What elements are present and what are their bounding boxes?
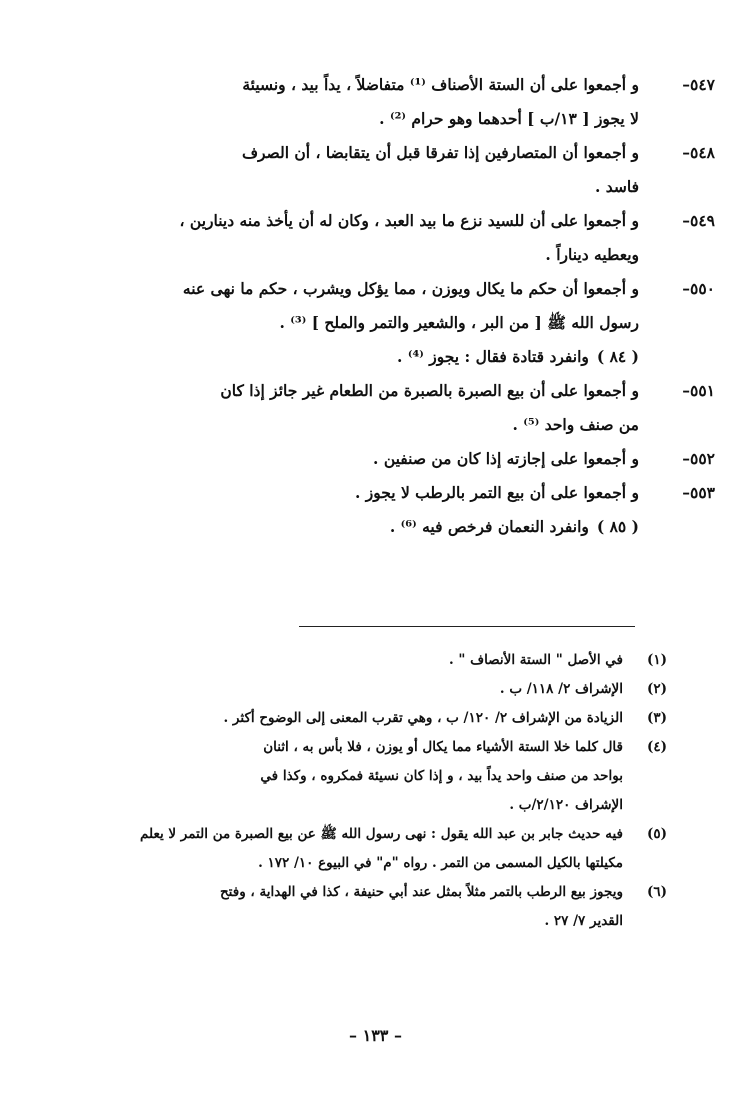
entry-line: و أجمعوا على أن بيع الصبرة بالصبرة من الطعام غير جائز إذا كان (220, 381, 639, 400)
footnote-line: القدير ٧/ ٢٧ . (544, 913, 623, 929)
infirad-text: وانفرد النعمان فرخص فيه ⁽⁶⁾ . (389, 517, 589, 536)
footnote-text (45, 878, 623, 936)
page-number: – ١٣٣ – (349, 1026, 402, 1045)
entry-number: ٥٥٠– (682, 279, 715, 298)
entry-line: و أجمعوا على إجازته إذا كان من صنفين . (373, 449, 639, 468)
entry-number: ٥٤٩– (682, 211, 715, 230)
entry-line: و أجمعوا على أن الستة الأصناف ⁽¹⁾ متفاضلاً ، يداً بيد ، ونسيئة (242, 75, 639, 94)
entry-552 (45, 442, 715, 476)
entry-text (45, 442, 639, 476)
entry-number: ٥٥٣– (682, 483, 715, 502)
footnote-line: الإشراف ٢/ ١١٨/ ب . (499, 681, 623, 697)
entry-line: رسول الله ﷺ [ من البر ، والشعير والتمر والملح ] ⁽³⁾ . (279, 313, 639, 332)
entry-text (45, 68, 639, 136)
entry-text (45, 476, 639, 510)
entry-553 (45, 476, 715, 510)
footnote-line: فيه حديث جابر بن عبد الله يقول : نهى رسول الله ﷺ عن بيع الصبرة من التمر لا يعلم (139, 826, 623, 842)
entry-line: و أجمعوا على أن بيع التمر بالرطب لا يجوز . (354, 483, 639, 502)
footnote-text (45, 704, 623, 733)
entry-line: من صنف واحد ⁽⁵⁾ . (512, 415, 639, 434)
footnote-text (45, 646, 623, 675)
footnote-number: (٢) (646, 681, 667, 697)
entry-number: ٥٥١– (682, 381, 715, 400)
infirad-84 (45, 340, 639, 374)
footnote-number: (٣) (646, 710, 667, 726)
footnotes (45, 646, 667, 936)
footnote-text (45, 820, 623, 878)
entry-line: ويعطيه ديناراً . (545, 245, 639, 264)
footnote-line: الزيادة من الإشراف ٢/ ١٢٠/ ب ، وهي تقرب المعنى إلى الوضوح أكثر . (223, 710, 623, 726)
footnote-3 (45, 704, 667, 733)
footnote-divider (299, 626, 635, 627)
infirad-85 (45, 510, 639, 544)
entry-text (45, 204, 639, 272)
footnote-text (45, 675, 623, 704)
entry-549 (45, 204, 715, 272)
footnote-line: في الأصل " الستة الأنصاف " . (448, 652, 623, 668)
entry-547 (45, 68, 715, 136)
entry-number: ٥٥٢– (682, 449, 715, 468)
footnote-number: (٤) (646, 739, 667, 755)
footnote-line: مكيلتها بالكيل المسمى من التمر . رواه "م" في البيوع ١٠/ ١٧٢ . (258, 855, 623, 871)
entry-line: و أجمعوا أن حكم ما يكال ويوزن ، مما يؤكل ويشرب ، حكم ما نهى عنه (182, 279, 639, 298)
entry-text (45, 374, 639, 442)
footnote-5 (45, 820, 667, 878)
infirad-text: وانفرد قتادة فقال : يجوز ⁽⁴⁾ . (397, 347, 589, 366)
footnote-4 (45, 733, 667, 820)
footnote-number: (٦) (646, 884, 667, 900)
entry-text (45, 136, 639, 204)
footnote-line: ويجوز بيع الرطب بالتمر مثلاً بمثل عند أبي حنيفة ، كذا في الهداية ، وفتح (219, 884, 623, 900)
entry-number: ٥٤٧– (682, 75, 715, 94)
footnote-2 (45, 675, 667, 704)
entry-551 (45, 374, 715, 442)
footnote-text (45, 733, 623, 820)
footnote-line: الإشراف ٢/١٢٠/ب . (509, 797, 623, 813)
entry-548 (45, 136, 715, 204)
main-text (45, 68, 715, 544)
footnote-6 (45, 878, 667, 936)
entry-line: لا يجوز [ ١٣/ب ] أحدهما وهو حرام ⁽²⁾ . (379, 109, 639, 128)
entry-550 (45, 272, 715, 340)
footnote-number: (٥) (646, 826, 667, 842)
infirad-number: ( ٨٥ ) (596, 517, 639, 536)
entry-line: و أجمعوا أن المتصارفين إذا تفرقا قبل أن يتقابضا ، أن الصرف (241, 143, 639, 162)
entry-line: فاسد . (594, 177, 639, 196)
infirad-number: ( ٨٤ ) (596, 347, 639, 366)
footnote-line: قال كلما خلا الستة الأشياء مما يكال أو يوزن ، فلا بأس به ، اثنان (263, 739, 623, 755)
footnote-line: بواحد من صنف واحد يداً بيد ، و إذا كان نسيئة فمكروه ، وكذا في (260, 768, 623, 784)
footnote-1 (45, 646, 667, 675)
entry-text (45, 272, 639, 340)
entry-number: ٥٤٨– (682, 143, 715, 162)
entry-line: و أجمعوا على أن للسيد نزع ما بيد العبد ، وكان له أن يأخذ منه دينارين ، (179, 211, 639, 230)
footnote-number: (١) (646, 652, 667, 668)
